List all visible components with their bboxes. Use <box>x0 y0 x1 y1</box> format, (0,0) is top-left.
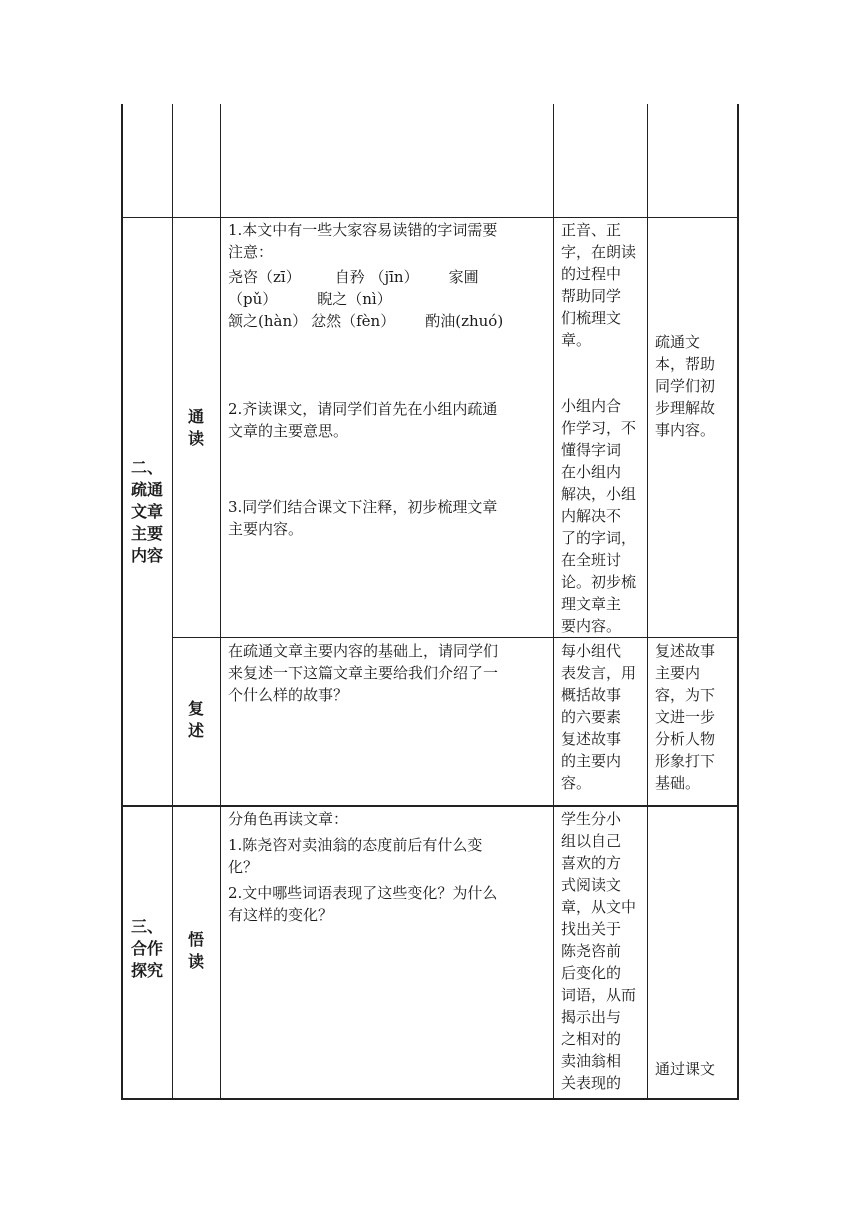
activity-line: 陈尧咨前 <box>561 942 622 960</box>
activity-line: 表发言，用 <box>561 664 637 682</box>
step-fushu-label <box>174 698 218 742</box>
pronunciation-word: 酌油(zhuó) <box>425 312 504 330</box>
intent-line: 分析人物 <box>655 730 716 748</box>
row-divider-2 <box>172 637 739 638</box>
activity-line: 论。初步梳 <box>561 573 637 591</box>
step-fushu-student-activity <box>561 640 647 794</box>
activity-line: 小组内合 <box>561 397 622 415</box>
table-border-right <box>737 104 739 1100</box>
column-divider-4 <box>647 104 648 1100</box>
activity-line: 组以自己 <box>561 832 622 850</box>
activity-line: 们梳理文 <box>561 309 622 327</box>
activity-line: 卖油翁相 <box>561 1052 622 1070</box>
activity-line: 懂得字词 <box>561 441 622 459</box>
section-3-label-line: 合作 <box>130 939 163 958</box>
section-2-label <box>124 457 170 567</box>
question-1-line: 1.陈尧咨对卖油翁的态度前后有什么变 <box>228 836 483 854</box>
activity-line: 解决，小组 <box>561 485 637 503</box>
activity-line: 的主要内 <box>561 752 622 770</box>
pronunciation-word: 忿然（fèn） <box>311 312 396 330</box>
activity-line: 作学习，不 <box>561 419 637 437</box>
step-wudu-label <box>174 929 218 973</box>
intent-line: 容，为下 <box>655 686 716 704</box>
intent-line: 复述故事 <box>655 642 716 660</box>
intro-line: 分角色再读文章： <box>228 810 349 828</box>
activity-line: 每小组代 <box>561 642 622 660</box>
activity-line: 的过程中 <box>561 265 622 283</box>
pronunciation-word: 尧咨（zī） <box>228 268 301 286</box>
intent-line: 基础。 <box>655 774 701 792</box>
activity-line: 的六要素 <box>561 708 622 726</box>
activity-line: 概括故事 <box>561 686 622 704</box>
intent-line: 本，帮助 <box>655 355 716 373</box>
pronunciation-row-2 <box>228 288 550 310</box>
content-line: 个什么样的故事？ <box>228 686 349 704</box>
step-tongdu-content <box>228 219 550 635</box>
table-border-left <box>121 104 123 1100</box>
content-line: 在疏通文章主要内容的基础上，请同学们 <box>228 642 499 660</box>
activity-line: 在小组内 <box>561 463 622 481</box>
section-3-label-line: 探究 <box>130 961 163 980</box>
activity-line: 后变化的 <box>561 964 622 982</box>
step-tongdu-label-line: 通 <box>187 407 204 426</box>
step-wudu-content <box>228 808 550 926</box>
question-1-line: 化？ <box>228 858 259 876</box>
activity-line: 式阅读文 <box>561 876 622 894</box>
step-tongdu-label-line: 读 <box>187 429 204 448</box>
step-wudu-label-line: 悟 <box>187 930 204 949</box>
activity-line: 容。 <box>561 774 592 792</box>
step-fushu-design-intent <box>655 640 735 794</box>
column-divider-3 <box>553 104 554 1100</box>
pronunciation-word: 家圃 <box>448 268 479 286</box>
activity-line: 字，在朗读 <box>561 243 637 261</box>
section-2-label-line: 二、 <box>130 458 163 477</box>
activity-line: 内解决不 <box>561 507 622 525</box>
item-2-line: 文章的主要意思。 <box>228 422 349 440</box>
row-divider-3 <box>121 805 739 807</box>
pronunciation-word: 自矜 （jīn） <box>334 268 419 286</box>
activity-line: 关表现的 <box>561 1074 622 1092</box>
column-divider-2 <box>220 104 221 1100</box>
column-divider-1 <box>172 104 173 1100</box>
step-wudu-design-intent <box>655 1058 735 1080</box>
activity-line: 词语，从而 <box>561 986 637 1004</box>
activity-line: 理文章主 <box>561 595 622 613</box>
activity-line: 要内容。 <box>561 617 622 635</box>
intent-line: 主要内 <box>655 664 701 682</box>
intent-line: 文进一步 <box>655 708 716 726</box>
pronunciation-row-1 <box>228 266 550 288</box>
activity-line: 复述故事 <box>561 730 622 748</box>
step-wudu-label-line: 读 <box>187 952 204 971</box>
activity-line: 帮助同学 <box>561 287 622 305</box>
intent-line: 同学们初 <box>655 377 716 395</box>
section-2-label-line: 主要 <box>130 524 163 543</box>
table-border-bottom <box>121 1098 739 1100</box>
activity-line: 学生分小 <box>561 810 622 828</box>
step-tongdu-label <box>174 406 218 450</box>
step-fushu-content <box>228 640 550 706</box>
item-1-line: 注意： <box>228 243 274 261</box>
content-line: 来复述一下这篇文章主要给我们介绍了一 <box>228 664 499 682</box>
step-fushu-label-line: 述 <box>187 721 204 740</box>
activity-line: 章，从文中 <box>561 898 637 916</box>
intent-line: 形象打下 <box>655 752 716 770</box>
activity-line: 喜欢的方 <box>561 854 622 872</box>
intent-line: 事内容。 <box>655 421 716 439</box>
activity-line: 了的字词， <box>561 529 637 547</box>
activity-line: 章。 <box>561 331 592 349</box>
pronunciation-word: （pǔ） <box>228 290 278 308</box>
item-3-line: 3.同学们结合课文下注释，初步梳理文章 <box>228 498 498 516</box>
question-2-line: 2.文中哪些词语表现了这些变化？为什么 <box>228 884 498 902</box>
item-3-line: 主要内容。 <box>228 520 304 538</box>
section-3-label-line: 三、 <box>130 917 163 936</box>
pronunciation-row-3 <box>228 310 550 332</box>
section-2-label-line: 内容 <box>130 546 163 565</box>
section-3-label <box>124 916 170 982</box>
pronunciation-word: 颔之(hàn） <box>228 312 308 330</box>
item-2-line: 2.齐读课文，请同学们首先在小组内疏通 <box>228 400 498 418</box>
step-wudu-student-activity <box>561 808 647 1098</box>
item-1-line: 1.本文中有一些大家容易读错的字词需要 <box>228 221 498 239</box>
activity-line: 正音、正 <box>561 221 622 239</box>
activity-line: 揭示出与 <box>561 1008 622 1026</box>
intent-line: 通过课文 <box>655 1060 716 1078</box>
step-tongdu-design-intent <box>655 331 735 441</box>
step-tongdu-student-activity <box>561 219 647 635</box>
question-2-line: 有这样的变化？ <box>228 906 334 924</box>
section-2-label-line: 文章 <box>130 502 163 521</box>
activity-line: 找出关于 <box>561 920 622 938</box>
intent-line: 疏通文 <box>655 333 701 351</box>
pronunciation-word: 睨之（nì） <box>317 290 392 308</box>
activity-line: 在全班讨 <box>561 551 622 569</box>
activity-line: 之相对的 <box>561 1030 622 1048</box>
row-divider-1 <box>121 217 739 218</box>
step-fushu-label-line: 复 <box>187 699 204 718</box>
section-2-label-line: 疏通 <box>130 480 163 499</box>
intent-line: 步理解故 <box>655 399 716 417</box>
